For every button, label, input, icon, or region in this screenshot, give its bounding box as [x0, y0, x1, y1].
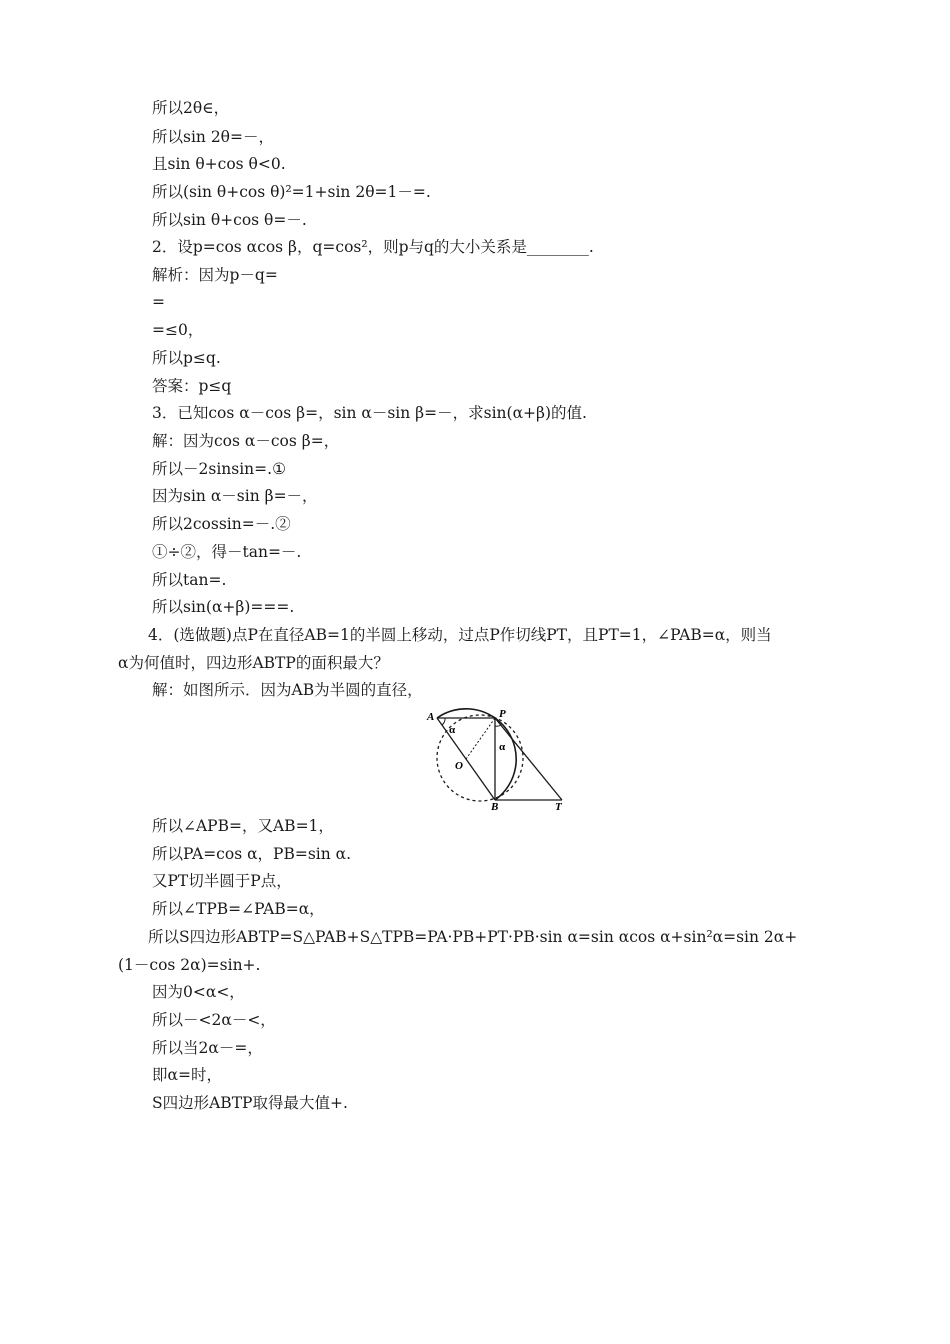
label-P: P: [499, 708, 506, 720]
text-line: 解：如图所示．因为AB为半圆的直径，: [152, 681, 423, 699]
text-line: (1－cos 2α)=sin+.: [118, 956, 261, 974]
text-line: 因为sin α－sin β=－，: [152, 487, 318, 505]
text-line: 所以∠TPB=∠PAB=α，: [152, 900, 325, 918]
text-line: 所以－<2α－<，: [152, 1011, 276, 1029]
label-T: T: [555, 801, 562, 811]
text-line: 且sin θ+cos θ<0.: [152, 155, 286, 173]
angle-arc-A: [442, 718, 445, 725]
semicircle-figure: [417, 708, 569, 811]
segment-PT: [495, 718, 562, 800]
text-line: 所以－2sinsin=.①: [152, 460, 286, 478]
label-alpha-A: α: [449, 724, 456, 736]
angle-arc-P: [495, 725, 501, 726]
text-line: 解析：因为p－q=: [152, 266, 278, 284]
text-line: 所以(sin θ+cos θ)²=1+sin 2θ=1－=.: [152, 183, 431, 201]
text-line: 3．已知cos α－cos β=，sin α－sin β=－，求sin(α+β)的值.: [152, 404, 587, 422]
text-line: 4．(选做题)点P在直径AB=1的半圆上移动，过点P作切线PT，且PT=1，∠PAB=α，则当: [148, 626, 772, 644]
text-line: 解：因为cos α－cos β=，: [152, 432, 340, 450]
label-A: A: [427, 711, 435, 723]
text-line: 所以p≤q.: [152, 349, 221, 367]
label-alpha-P: α: [499, 741, 506, 753]
text-line: 所以sin(α+β)===.: [152, 598, 295, 616]
text-line: 所以PA=cos α，PB=sin α.: [152, 845, 352, 863]
label-B: B: [491, 801, 499, 811]
text-line: 所以sin 2θ=－，: [152, 128, 275, 146]
text-line: α为何值时，四边形ABTP的面积最大？: [118, 654, 389, 672]
text-line: 所以∠APB=，又AB=1，: [152, 817, 334, 835]
text-line: 又PT切半圆于P点，: [152, 872, 292, 890]
text-line: 所以tan=.: [152, 571, 227, 589]
text-line: 答案：p≤q: [152, 377, 232, 395]
text-line: ①÷②，得－tan=－.: [152, 543, 302, 561]
text-line: 所以sin θ+cos θ=－.: [152, 211, 307, 229]
text-line: S四边形ABTP取得最大值+.: [152, 1094, 348, 1112]
text-line: 所以S四边形ABTP=S△PAB+S△TPB=PA·PB+PT·PB·sin α=sin αcos α+sin²α=sin 2α+: [148, 928, 798, 946]
text-line: 2．设p=cos αcos β，q=cos²，则p与q的大小关系是________.: [152, 238, 594, 256]
text-line: 所以2cossin=－.②: [152, 515, 291, 533]
text-line: 即α=时，: [152, 1066, 222, 1084]
text-line: 所以2θ∈，: [152, 99, 230, 117]
text-line: =≤0，: [152, 321, 204, 339]
text-line: 因为0<α<，: [152, 983, 245, 1001]
label-O: O: [455, 760, 463, 772]
text-line: 所以当2α－=，: [152, 1039, 263, 1057]
text-line: =: [152, 293, 165, 311]
segment-OP: [466, 718, 495, 759]
